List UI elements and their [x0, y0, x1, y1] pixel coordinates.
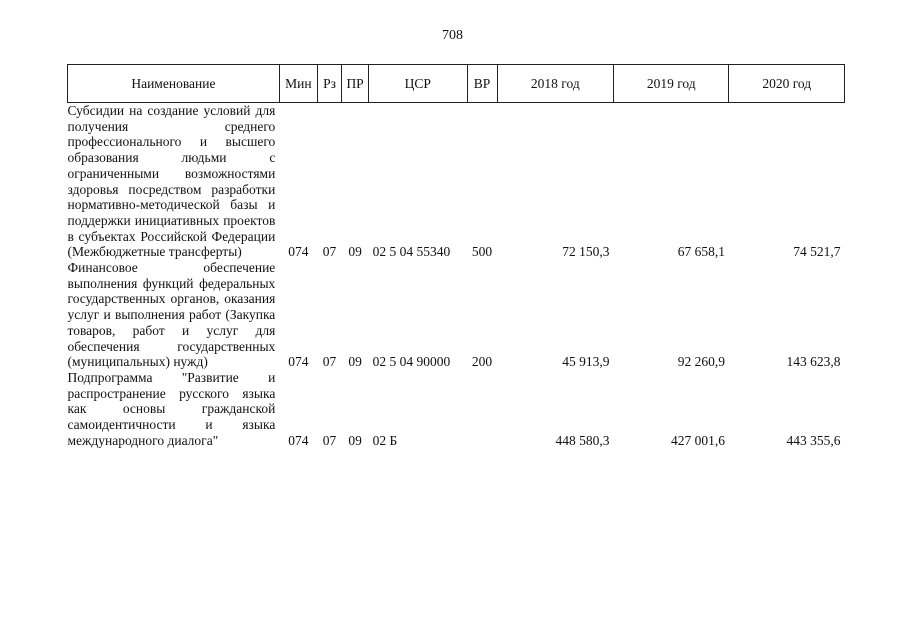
header-rz: Рз — [317, 65, 341, 103]
budget-table — [67, 64, 845, 448]
row-rz: 07 — [322, 244, 337, 260]
row-pr: 09 — [348, 354, 362, 370]
row-rz: 07 — [322, 354, 337, 370]
header-2020: 2020 год — [729, 65, 845, 103]
row-2019: 67 658,1 — [677, 244, 725, 260]
row-vr — [467, 370, 497, 449]
page-number: 708 — [442, 28, 463, 43]
row-pr: 09 — [348, 244, 362, 260]
row-2020: 74 521,7 — [793, 244, 841, 260]
row-pr: 09 — [348, 432, 362, 448]
row-name: Подпрограмма "Развитие и распространение русского языка как основы гражданской самоидентичности и языка международного диалога" — [67, 369, 276, 448]
row-2020: 443 355,6 — [786, 432, 841, 448]
row-2018: 45 913,9 — [562, 354, 610, 370]
row-csr: 02 5 04 90000 — [372, 354, 451, 370]
header-pr: ПР — [342, 65, 369, 103]
header-row — [68, 65, 845, 103]
header-min: Мин — [279, 65, 317, 103]
header-2018: 2018 год — [497, 65, 613, 103]
table-body — [68, 103, 845, 449]
row-min: 074 — [288, 244, 309, 260]
row-vr: 200 — [471, 354, 493, 370]
row-csr: 02 5 04 55340 — [372, 244, 451, 260]
row-2019: 92 260,9 — [677, 354, 725, 370]
row-2018: 448 580,3 — [555, 432, 610, 448]
table-row — [68, 370, 845, 449]
row-vr: 500 — [471, 244, 493, 260]
row-2019: 427 001,6 — [670, 432, 725, 448]
header-2019: 2019 год — [614, 65, 729, 103]
row-name: Субсидии на создание условий для получения среднего профессионального и высшего образования людьми с ограниченными возможностями здоровья посредством разработки нормативно-методической базы и поддержки инициативных проектов в субъектах Российской Федерации (Межбюджетные трансферты) — [67, 103, 276, 260]
table-row — [68, 260, 845, 370]
row-name: Финансовое обеспечение выполнения функций федеральных государственных органов, оказания услуг и выполнения работ (Закупка товаров, работ и услуг для обеспечения государственных (муниципальных) нужд) — [67, 260, 276, 370]
header-name: Наименование — [68, 65, 280, 103]
row-2018: 72 150,3 — [562, 244, 610, 260]
row-min: 074 — [288, 432, 309, 448]
row-min: 074 — [288, 354, 309, 370]
header-csr: ЦСР — [369, 65, 467, 103]
row-rz: 07 — [322, 432, 337, 448]
row-2020: 143 623,8 — [786, 354, 841, 370]
table-row — [68, 103, 845, 261]
table-header — [68, 65, 845, 103]
header-vr: ВР — [467, 65, 497, 103]
row-csr: 02 Б — [372, 432, 398, 448]
